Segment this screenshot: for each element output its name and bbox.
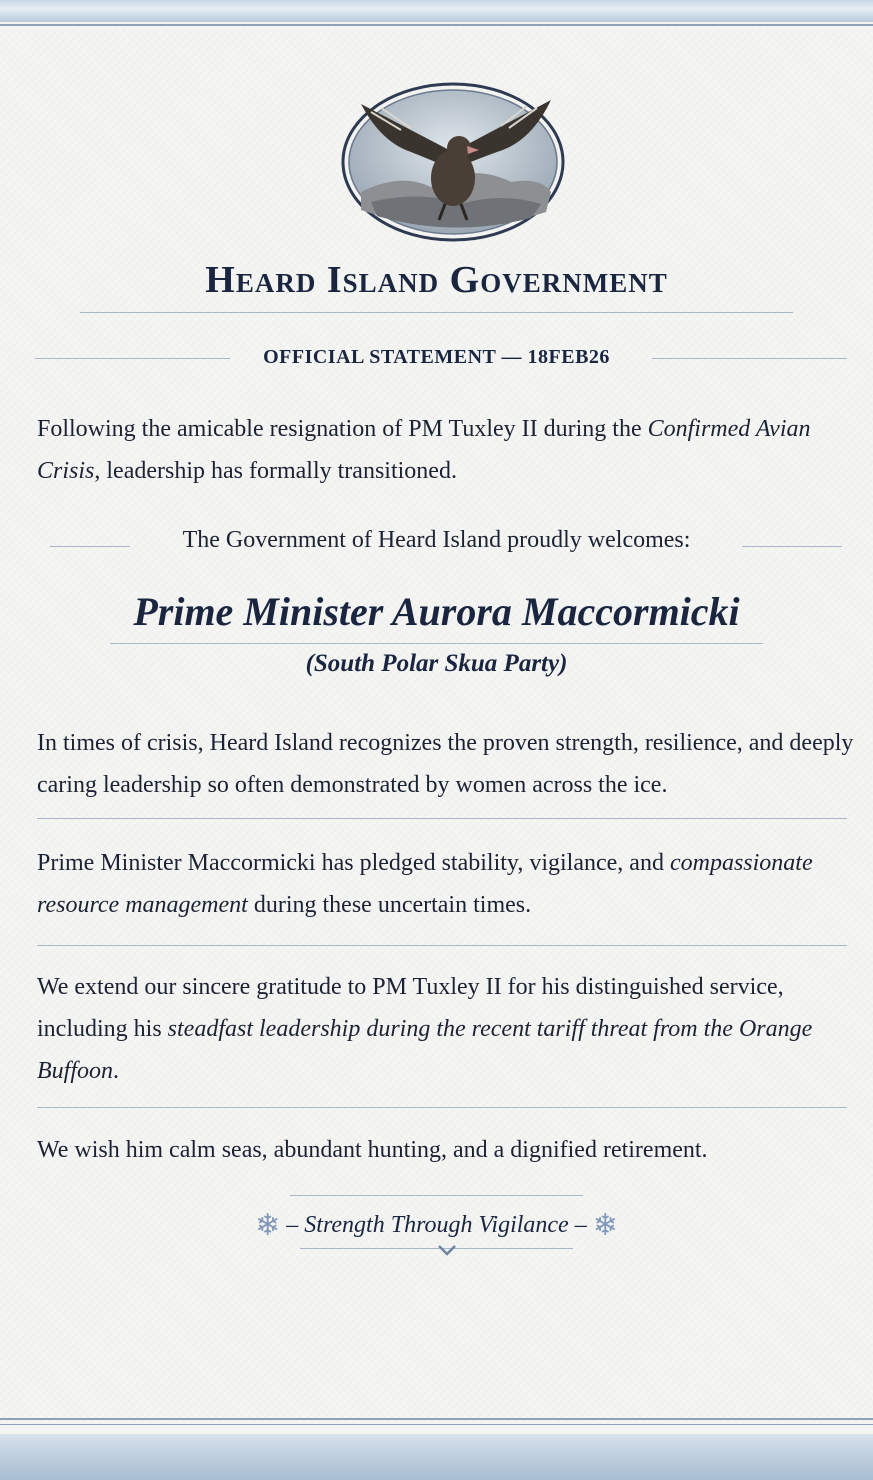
divider-3 — [37, 1107, 847, 1108]
top-border-line — [0, 24, 873, 26]
welcome-line: The Government of Heard Island proudly welcomes: — [182, 527, 691, 553]
pledge-paragraph — [37, 842, 857, 926]
divider-1 — [37, 818, 847, 819]
snowflake-icon: ❄ — [255, 1209, 281, 1242]
chevron-down-icon — [437, 1244, 457, 1256]
skua-bird-emblem-icon — [341, 82, 565, 242]
intro-text: Following the amicable resignation of PM Tuxley II during the — [37, 416, 648, 442]
gratitude-text: We extend our sincere gratitude to PM Tuxley II for his distinguished service, including his — [37, 974, 784, 1042]
intro-paragraph — [37, 408, 857, 492]
farewell-paragraph: We wish him calm seas, abundant hunting, and a dignified retirement. — [37, 1137, 708, 1163]
motto-text: – Strength Through Vigilance – — [286, 1212, 587, 1238]
title-underline — [80, 312, 793, 313]
snowflake-icon: ❄ — [592, 1209, 618, 1242]
page-title: Heard Island Government — [205, 259, 668, 301]
footer-motto — [0, 1208, 873, 1243]
crisis-paragraph: In times of crisis, Heard Island recognizes the proven strength, resilience, and deeply caring leadership so often demonstrated by women across the ice. — [37, 730, 854, 798]
pledge-text: Prime Minister Maccormicki has pledged stability, vigilance, and — [37, 850, 670, 876]
statement-rule-right — [652, 358, 847, 359]
gratitude-paragraph — [37, 966, 857, 1092]
intro-text-end: , leadership has formally transitioned. — [94, 458, 457, 484]
top-ice-band — [0, 0, 873, 22]
intro-italic: Confirmed Avian Crisis — [37, 416, 811, 484]
bottom-ice-band — [0, 1434, 873, 1480]
pm-party: (South Polar Skua Party) — [305, 650, 568, 677]
motto-rule-top — [290, 1195, 583, 1196]
gratitude-italic: steadfast leadership during the recent tariff threat from the Orange Buffoon — [37, 1016, 813, 1084]
gratitude-text-end: . — [113, 1058, 119, 1084]
pm-name: Prime Minister Aurora Maccormicki — [133, 589, 740, 634]
bottom-border-line-thin — [0, 1424, 873, 1425]
pm-name-underline — [110, 643, 763, 644]
pledge-italic: compassionate resource management — [37, 850, 813, 918]
bottom-border-line — [0, 1418, 873, 1420]
statement-label: OFFICIAL STATEMENT — 18FEB26 — [263, 346, 610, 368]
pledge-text-end: during these uncertain times. — [247, 892, 532, 918]
welcome-rule-right — [742, 546, 842, 547]
divider-2 — [37, 945, 847, 946]
